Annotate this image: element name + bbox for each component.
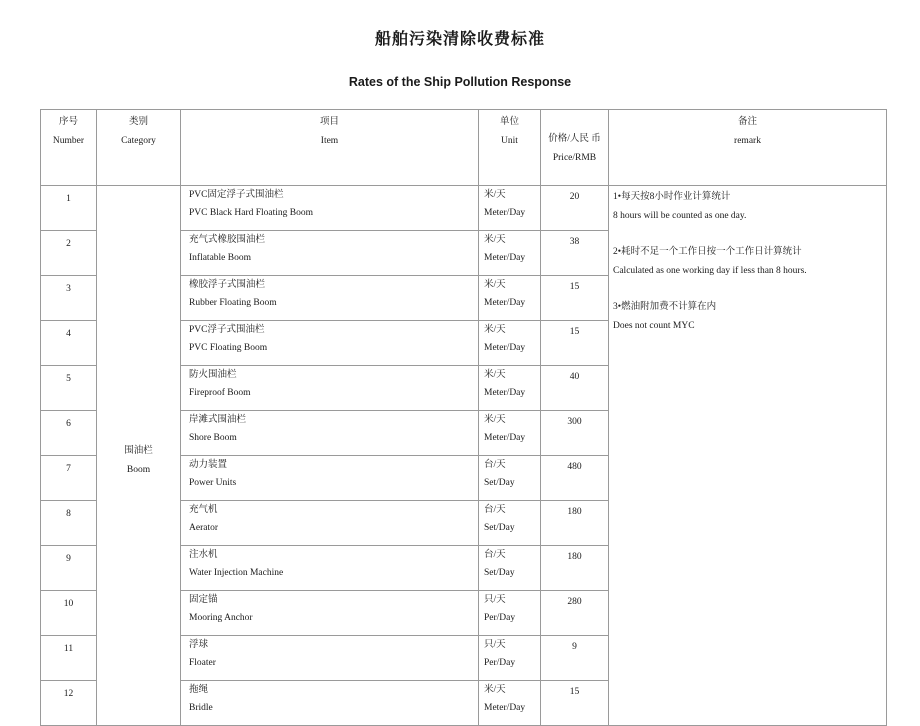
row-unit: [479, 186, 541, 231]
table-row: [41, 186, 887, 231]
item-cn: 防火围油栏: [189, 370, 237, 380]
remark-cn: 3•燃油附加费不计算在内: [613, 302, 717, 312]
row-number: 9: [41, 546, 97, 591]
row-price: 38: [541, 231, 609, 276]
item-cn: 岸滩式围油栏: [189, 415, 247, 425]
row-number: 5: [41, 366, 97, 411]
row-number: 1: [41, 186, 97, 231]
item-en: Shore Boom: [189, 433, 237, 443]
header-number: [41, 110, 97, 186]
row-price: 300: [541, 411, 609, 456]
row-item: [181, 186, 479, 231]
header-item-en: Item: [320, 136, 339, 146]
row-item: [181, 231, 479, 276]
header-item-cn: 项目: [319, 117, 339, 127]
row-unit: [479, 231, 541, 276]
row-price: 280: [541, 591, 609, 636]
header-unit-cn: 单位: [499, 117, 519, 127]
item-cn: 充气式橡胶围油栏: [189, 235, 266, 245]
unit-en: Meter/Day: [484, 703, 526, 713]
header-number-cn: 序号: [58, 117, 78, 127]
header-category: [97, 110, 181, 186]
header-number-en: Number: [52, 136, 85, 146]
remark-cell: [609, 186, 887, 726]
row-price: 9: [541, 636, 609, 681]
row-unit: [479, 591, 541, 636]
row-price: 180: [541, 546, 609, 591]
header-item: [181, 110, 479, 186]
remark-spacer: [613, 226, 886, 243]
unit-en: Meter/Day: [484, 253, 526, 263]
row-unit: [479, 681, 541, 726]
row-number: 10: [41, 591, 97, 636]
unit-en: Meter/Day: [484, 388, 526, 398]
remark-en: 8 hours will be counted as one day.: [613, 211, 747, 221]
item-en: Inflatable Boom: [189, 253, 251, 263]
item-cn: PVC浮子式围油栏: [189, 325, 265, 335]
unit-cn: 米/天: [484, 370, 506, 380]
page-title: 船舶污染清除收费标准: [374, 29, 545, 48]
unit-en: Set/Day: [484, 568, 515, 578]
unit-en: Per/Day: [484, 613, 516, 623]
item-en: Aerator: [189, 523, 219, 533]
header-remark: [609, 110, 887, 186]
unit-cn: 米/天: [484, 325, 506, 335]
row-price: 480: [541, 456, 609, 501]
row-number: 3: [41, 276, 97, 321]
row-price: 15: [541, 276, 609, 321]
remark-cn: 1•每天按8小时作业计算统计: [613, 192, 731, 202]
item-cn: 橡胶浮子式围油栏: [189, 280, 266, 290]
item-cn: 动力装置: [189, 460, 228, 470]
item-en: PVC Floating Boom: [189, 343, 268, 353]
row-item: [181, 366, 479, 411]
unit-en: Meter/Day: [484, 433, 526, 443]
row-item: [181, 546, 479, 591]
unit-cn: 台/天: [484, 460, 506, 470]
item-en: Power Units: [189, 478, 237, 488]
row-unit: [479, 456, 541, 501]
row-unit: [479, 501, 541, 546]
item-en: Bridle: [189, 703, 213, 713]
row-number: 8: [41, 501, 97, 546]
remark-spacer: [613, 281, 886, 298]
row-unit: [479, 636, 541, 681]
header-price: [541, 110, 609, 186]
unit-en: Set/Day: [484, 478, 515, 488]
item-cn: PVC固定浮子式围油栏: [189, 190, 284, 200]
item-en: Fireproof Boom: [189, 388, 251, 398]
header-price-en: Price/RMB: [552, 153, 597, 163]
unit-en: Per/Day: [484, 658, 516, 668]
item-en: Rubber Floating Boom: [189, 298, 277, 308]
header-remark-cn: 备注: [737, 117, 757, 127]
row-item: [181, 591, 479, 636]
row-price: 20: [541, 186, 609, 231]
remark-en: Calculated as one working day if less than 8 hours.: [613, 266, 807, 276]
row-item: [181, 276, 479, 321]
unit-cn: 米/天: [484, 685, 506, 695]
row-number: 7: [41, 456, 97, 501]
unit-cn: 米/天: [484, 415, 506, 425]
row-unit: [479, 366, 541, 411]
unit-en: Meter/Day: [484, 208, 526, 218]
header-price-cn: 价格/人民 币: [548, 134, 601, 144]
item-en: Water Injection Machine: [189, 568, 284, 578]
header-unit-en: Unit: [501, 136, 518, 146]
header-row: [41, 110, 887, 186]
category-cell: [97, 186, 181, 726]
header-remark-en: remark: [734, 136, 761, 146]
unit-cn: 台/天: [484, 550, 506, 560]
remark-en: Does not count MYC: [613, 321, 695, 331]
rates-table: [40, 109, 887, 726]
row-price: 15: [541, 681, 609, 726]
unit-cn: 台/天: [484, 505, 506, 515]
row-price: 40: [541, 366, 609, 411]
item-cn: 充气机: [189, 505, 218, 515]
item-cn: 浮球: [189, 640, 209, 650]
row-item: [181, 636, 479, 681]
item-en: Floater: [189, 658, 216, 668]
unit-cn: 米/天: [484, 280, 506, 290]
row-unit: [479, 321, 541, 366]
row-unit: [479, 411, 541, 456]
unit-cn: 米/天: [484, 235, 506, 245]
header-category-cn: 类别: [128, 117, 148, 127]
row-item: [181, 321, 479, 366]
category-cn: 围油栏: [124, 445, 153, 456]
row-number: 12: [41, 681, 97, 726]
header-category-en: Category: [121, 136, 156, 146]
row-unit: [479, 276, 541, 321]
row-item: [181, 456, 479, 501]
row-number: 6: [41, 411, 97, 456]
row-number: 4: [41, 321, 97, 366]
item-cn: 拖绳: [189, 685, 209, 695]
unit-cn: 米/天: [484, 190, 506, 200]
row-number: 11: [41, 636, 97, 681]
row-item: [181, 501, 479, 546]
item-cn: 注水机: [189, 550, 218, 560]
header-unit: [479, 110, 541, 186]
item-en: PVC Black Hard Floating Boom: [189, 208, 314, 218]
rates-table-body: [41, 110, 887, 726]
remark-cn: 2•耗时不足一个工作日按一个工作日计算统计: [613, 247, 802, 257]
row-price: 15: [541, 321, 609, 366]
row-item: [181, 411, 479, 456]
category-en: Boom: [126, 464, 151, 475]
unit-cn: 只/天: [484, 595, 506, 605]
unit-cn: 只/天: [484, 640, 506, 650]
unit-en: Meter/Day: [484, 343, 526, 353]
unit-en: Meter/Day: [484, 298, 526, 308]
row-unit: [479, 546, 541, 591]
item-cn: 固定锚: [189, 595, 218, 605]
row-price: 180: [541, 501, 609, 546]
item-en: Mooring Anchor: [189, 613, 253, 623]
unit-en: Set/Day: [484, 523, 515, 533]
row-item: [181, 681, 479, 726]
row-number: 2: [41, 231, 97, 276]
page-subtitle: Rates of the Ship Pollution Response: [348, 75, 572, 89]
